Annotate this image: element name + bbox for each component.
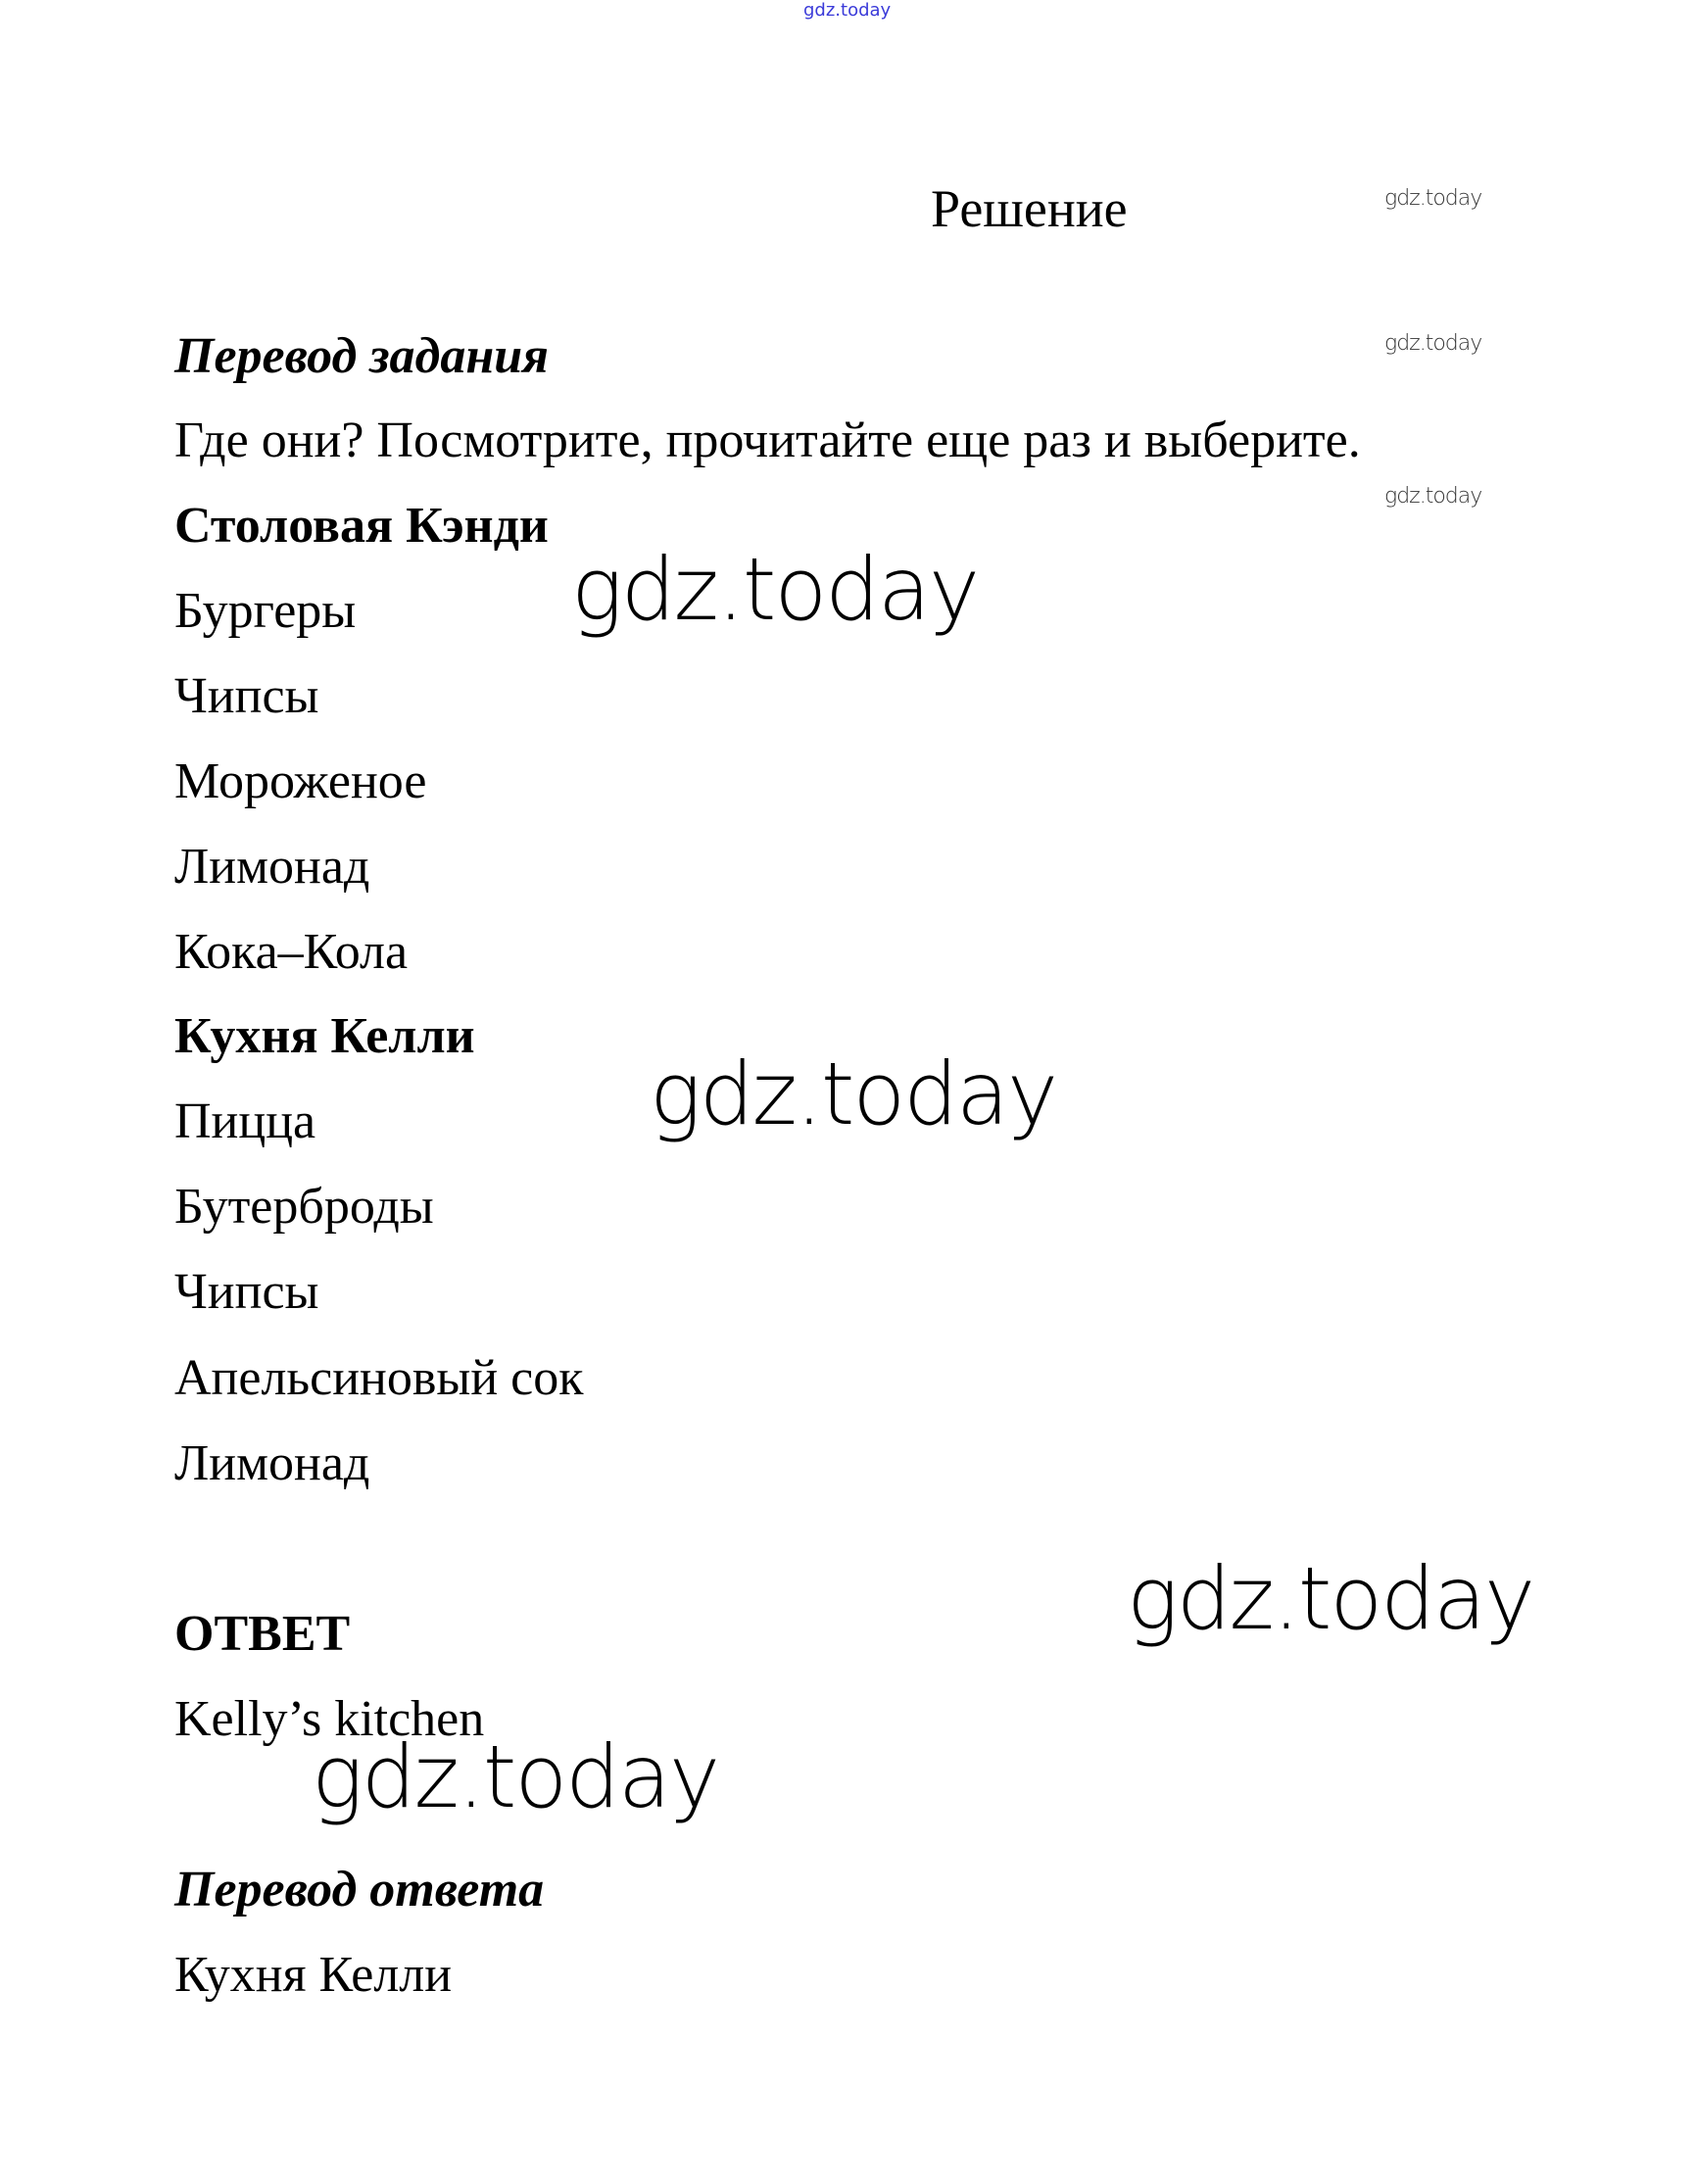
task-translation-text: Где они? Посмотрите, прочитайте еще раз и выберите. bbox=[174, 413, 1361, 468]
section2-item: Пицца bbox=[174, 1093, 316, 1149]
watermark-small-3: gdz.today bbox=[1384, 484, 1482, 509]
answer-text: Kelly’s kitchen bbox=[174, 1691, 485, 1747]
page-title: Решение bbox=[931, 179, 1128, 238]
section1-item: Бургеры bbox=[174, 583, 357, 639]
answer-heading: ОТВЕТ bbox=[174, 1606, 351, 1662]
section2-item: Лимонад bbox=[174, 1435, 370, 1491]
watermark-large-3: gdz.today bbox=[1127, 1548, 1534, 1649]
watermark-small-1: gdz.today bbox=[1384, 186, 1482, 211]
watermark-small-2: gdz.today bbox=[1384, 331, 1482, 356]
section1-item: Мороженое bbox=[174, 753, 427, 809]
section2-item: Чипсы bbox=[174, 1264, 319, 1320]
section2-item: Апельсиновый сок bbox=[174, 1350, 584, 1406]
watermark-large-2: gdz.today bbox=[650, 1043, 1057, 1144]
answer-translation-heading: Перевод ответа bbox=[174, 1862, 545, 1917]
answer-translation-text: Кухня Келли bbox=[174, 1947, 453, 2003]
watermark-large-1: gdz.today bbox=[571, 539, 979, 640]
watermark-large-4: gdz.today bbox=[312, 1726, 719, 1827]
section1-heading: Столовая Кэнди bbox=[174, 498, 549, 554]
section1-item: Кока–Кола bbox=[174, 924, 409, 980]
watermark-top: gdz.today bbox=[803, 0, 892, 21]
section1-item: Чипсы bbox=[174, 668, 319, 724]
section2-item: Бутерброды bbox=[174, 1179, 434, 1235]
task-translation-heading: Перевод задания bbox=[174, 328, 549, 384]
section1-item: Лимонад bbox=[174, 839, 370, 895]
section2-heading: Кухня Келли bbox=[174, 1008, 475, 1064]
